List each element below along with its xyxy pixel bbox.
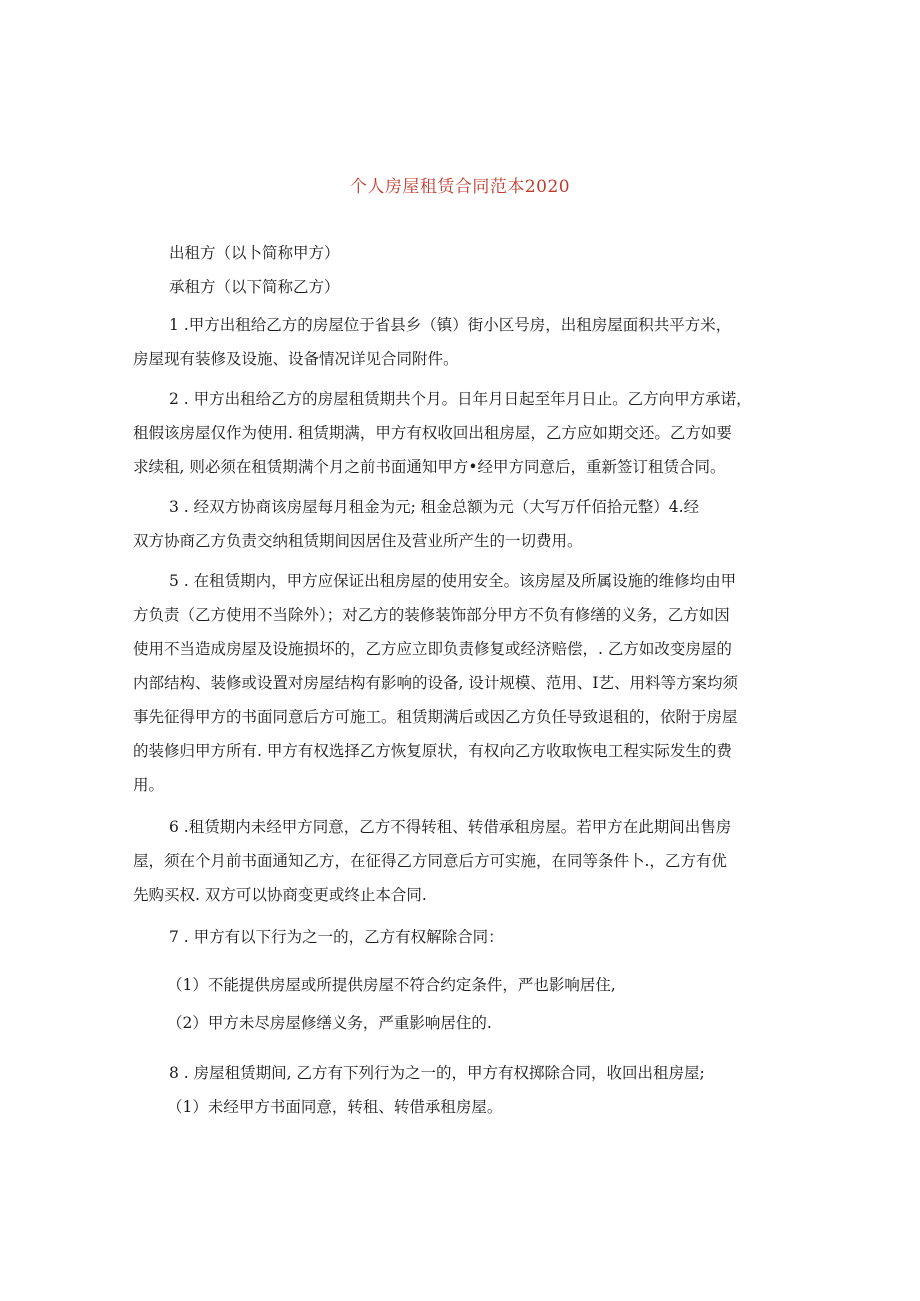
paragraph-line: 内部结构、装修或设置对房屋结构有影响的设备, 设计规模、范用、I艺、用料等方案均须 bbox=[133, 674, 738, 692]
paragraph-line: 承租方（以下简称乙方） bbox=[169, 278, 340, 296]
paragraph-line: 先购买权. 双方可以协商变更或终止本合同. bbox=[133, 886, 427, 904]
paragraph-line: 1 .甲方出租给乙方的房屋位于省县乡（镇）街小区号房，出租房屋面积共平方米， bbox=[169, 316, 732, 334]
paragraph-line: 用。 bbox=[133, 776, 165, 794]
paragraph-line: 6 .租赁期内未经甲方同意，乙方不得转租、转借承租房屋。若甲方在此期间出售房 bbox=[169, 818, 732, 836]
paragraph-line: 屋，须在个月前书面通知乙方，在征得乙方同意后方可实施，在同等条件卜.，乙方有优 bbox=[133, 852, 727, 870]
paragraph-line: 租假该房屋仅作为使用. 租赁期满，甲方有权收回出租房屋，乙方应如期交还。乙方如要 bbox=[133, 424, 732, 442]
paragraph-line: 的装修归甲方所有. 甲方有权选择乙方恢复原状，有权向乙方收取恢电工程实际发生的费 bbox=[133, 742, 732, 760]
document-title: 个人房屋租赁合同范本2020 bbox=[349, 177, 571, 197]
paragraph-line: 5 . 在租赁期内，甲方应保证出租房屋的使用安全。该房屋及所属设施的维修均由甲 bbox=[169, 572, 737, 590]
paragraph-line: 双方协商乙方负责交纳租赁期间因居住及营业所产生的一切费用。 bbox=[133, 532, 583, 550]
paragraph-line: 出租方（以卜简称甲方） bbox=[169, 244, 340, 262]
list-item: （1）未经甲方书面同意，转租、转借承租房屋。 bbox=[167, 1098, 503, 1116]
paragraph-line: 使用不当造成房屋及设施损坏的，乙方应立即负责修复或经济赔偿，. 乙方如改变房屋的 bbox=[133, 640, 732, 658]
list-item: （2）甲方未尽房屋修缮义务，严重影响居住的. bbox=[167, 1014, 492, 1032]
paragraph-line: 2 . 甲方出租给乙方的房屋租赁期共个月。日年月日起至年月日止。乙方向甲方承诺， bbox=[169, 390, 752, 408]
paragraph-line: 3 . 经双方协商该房屋每月租金为元; 租金总额为元（大写万仟佰拾元整）4.经 bbox=[169, 498, 700, 516]
paragraph-line: 8 . 房屋租赁期间, 乙方有下列行为之一的，甲方有权掷除合同，收回出租房屋; bbox=[169, 1064, 705, 1082]
paragraph-line: 求续租, 则必须在租赁期满个月之前书面通知甲方•经甲方同意后，重新签订租赁合同。 bbox=[133, 458, 726, 476]
paragraph-line: 7 . 甲方有以下行为之一的，乙方有权解除合同： bbox=[169, 928, 504, 946]
list-item: （1）不能提供房屋或所提供房屋不符合约定条件，严也影响居住, bbox=[167, 976, 616, 994]
document-body bbox=[133, 236, 793, 1124]
paragraph-line: 房屋现有装修及设施、设备情况详见合同附件。 bbox=[133, 350, 459, 368]
paragraph-line: 事先征得甲方的书面同意后方可施工。租赁期满后或因乙方负任导致退租的，依附于房屋 bbox=[133, 708, 738, 726]
paragraph-line: 方负责（乙方使用不当除外）；对乙方的装修装饰部分甲方不负有修缮的义务，乙方如因 bbox=[133, 606, 730, 624]
